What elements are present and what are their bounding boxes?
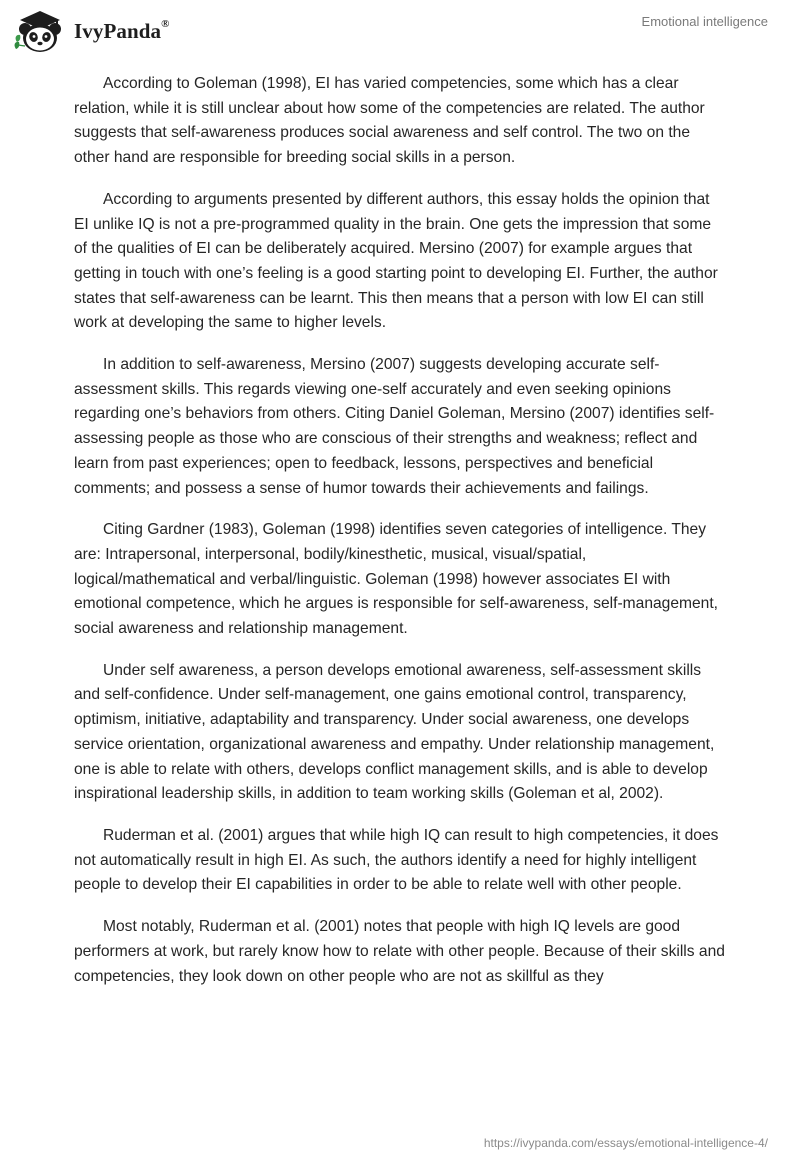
ivypanda-logo[interactable] — [14, 8, 170, 54]
brand-name — [74, 19, 170, 44]
brand-name-text: IvyPanda — [74, 18, 162, 43]
panda-graduation-cap-icon — [14, 8, 68, 54]
paragraph: In addition to self-awareness, Mersino (2007) suggests developing accurate self-assessment skills. This regards viewing one-self accurately and even seeking opinions regarding one’s behaviors from others. Citing Daniel Goleman, Mersino (2007) identifies self-assessing people as those who are conscious of their strengths and weakness; reflect and learn from past experiences; open to feedback, lessons, perspectives and beneficial comments; and possess a sense of humor towards their achievements and failings. — [74, 356, 715, 497]
paragraph: According to arguments presented by different authors, this essay holds the opinion that EI unlike IQ is not a pre-programmed quality in the brain. One gets the impression that some of the qualities of EI can be deliberately acquired. Mersino (2007) for example argues that getting in touch with one’s feeling is a good starting point to developing EI. Further, the author states that self-awareness can be learnt. This then means that a person with low EI can still work at developing the same to higher levels. — [74, 190, 718, 332]
page-header — [0, 0, 800, 60]
paragraph: Most notably, Ruderman et al. (2001) notes that people with high IQ levels are good performers at work, but rarely know how to relate with other people. Because of their skills and competencies, they look down on other people who are not as skillful as they — [74, 918, 725, 985]
registered-mark: ® — [161, 17, 170, 30]
essay-body — [74, 72, 726, 1006]
paragraph: Citing Gardner (1983), Goleman (1998) identifies seven categories of intelligence. They are: Intrapersonal, interpersonal, bodily/kinesthetic, musical, visual/spatial, logical/mathematical and verbal/linguistic. Goleman (1998) however associates EI with emotional competence, which he argues is responsible for self-awareness, self-management, social awareness and relationship management. — [74, 521, 719, 638]
paragraph: Under self awareness, a person develops emotional awareness, self-assessment skills and self-confidence. Under self-management, one gains emotional control, transparency, optimism, initiative, adaptability and transparency. Under social awareness, one develops service orientation, organizational awareness and empathy. Under relationship management, one is able to relate with others, develops conflict management skills, and is able to develop inspirational leadership skills, in addition to team working skills (Goleman et al, 2002). — [74, 661, 715, 803]
paragraph: Ruderman et al. (2001) argues that while high IQ can result to high competencies, it does not automatically result in high EI. As such, the authors identify a need for highly intelligent people to develop their EI capabilities in order to be able to relate well with other people. — [74, 826, 719, 894]
paragraph: According to Goleman (1998), EI has varied competencies, some which has a clear relation, while it is still unclear about how some of the competencies are related. The author suggests that self-awareness produces social awareness and self control. The two on the other hand are responsible for breeding social skills in a person. — [74, 75, 705, 167]
document-title: Emotional intelligence — [641, 14, 768, 29]
source-url[interactable]: https://ivypanda.com/essays/emotional-intelligence-4/ — [483, 1136, 768, 1150]
